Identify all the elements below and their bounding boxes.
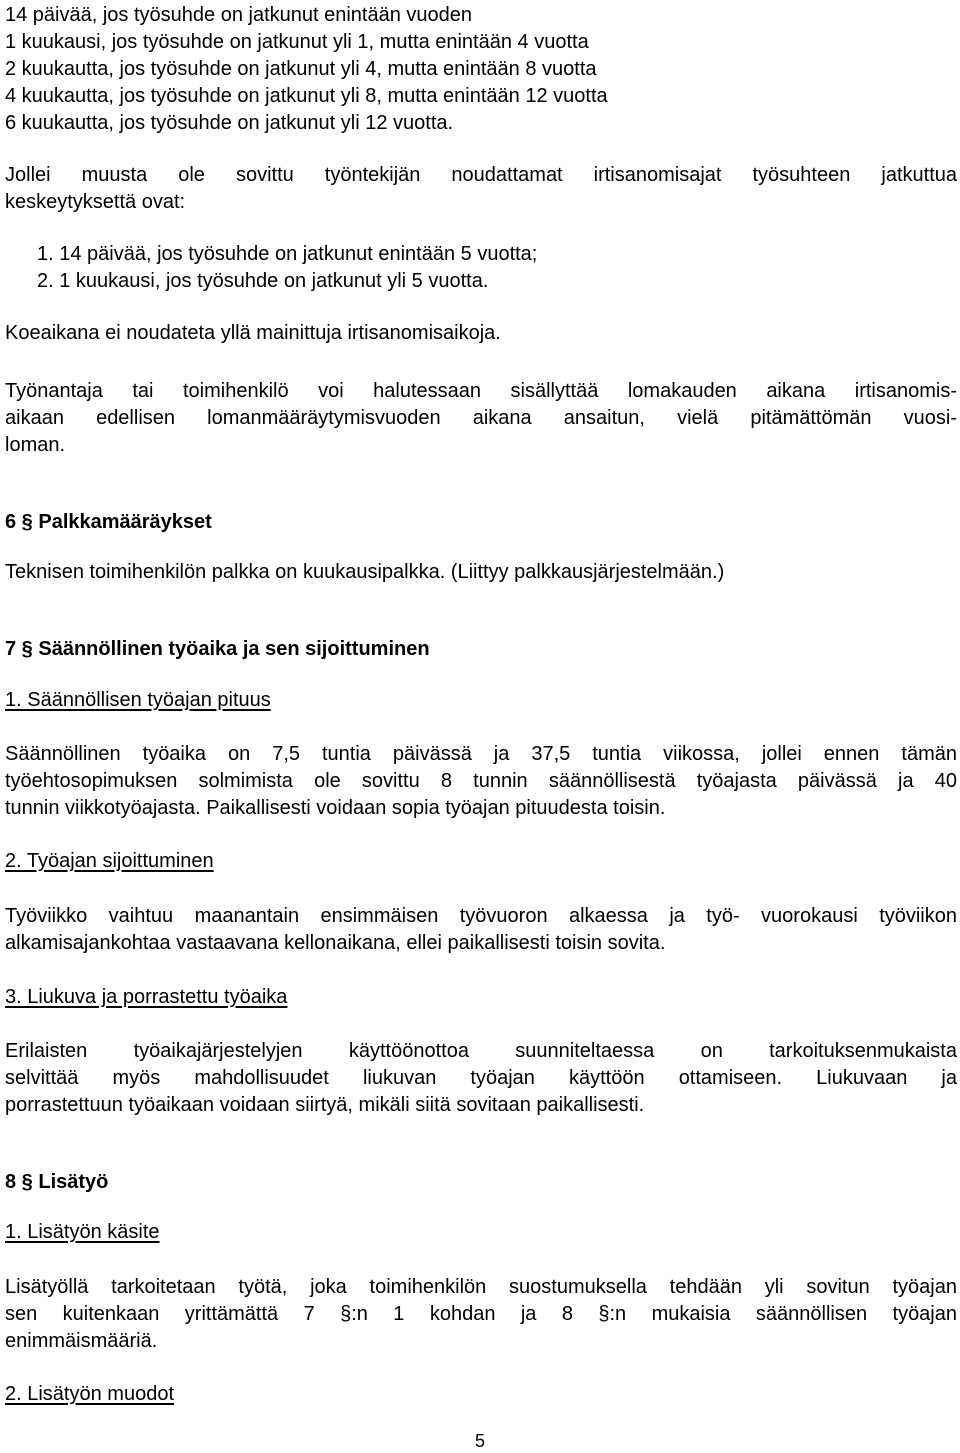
page-number: 5: [474, 1431, 485, 1451]
paragraph-line: Työnantaja tai toimihenkilö voi halutessaan sisällyttää lomakauden aikana irtisanomis-: [5, 380, 957, 402]
section-heading: 6 § Palkkamääräykset: [5, 511, 212, 533]
section-heading: 7 § Säännöllinen työaika ja sen sijoittuminen: [5, 638, 430, 660]
notice-period-line: 4 kuukautta, jos työsuhde on jatkunut yli 8, mutta enintään 12 vuotta: [5, 85, 608, 107]
paragraph-line: enimmäismääriä.: [5, 1330, 158, 1352]
paragraph-line: aikaan edellisen lomanmääräytymisvuoden aikana ansaitun, vielä pitämättömän vuosi-: [5, 407, 957, 429]
paragraph-line: Jollei muusta ole sovittu työntekijän noudattamat irtisanomisajat työsuhteen jatkuttua: [5, 164, 957, 186]
paragraph-line: Teknisen toimihenkilön palkka on kuukausipalkka. (Liittyy palkkausjärjestelmään.): [5, 561, 725, 583]
numbered-item: 1. 14 päivää, jos työsuhde on jatkunut enintään 5 vuotta;: [37, 243, 538, 265]
paragraph-line: sen kuitenkaan yrittämättä 7 §:n 1 kohdan ja 8 §:n mukaisia säännöllisen työajan: [5, 1303, 957, 1325]
subsection-title: 1. Säännöllisen työajan pituus: [5, 689, 271, 711]
paragraph-line: Säännöllinen työaika on 7,5 tuntia päivässä ja 37,5 tuntia viikossa, jollei ennen tämän: [5, 743, 957, 765]
paragraph-line: alkamisajankohtaa vastaavana kellonaikana, ellei paikallisesti toisin sovita.: [5, 932, 666, 954]
subsection-title: 1. Lisätyön käsite: [5, 1221, 160, 1243]
section-heading: 8 § Lisätyö: [5, 1171, 109, 1193]
paragraph-line: Lisätyöllä tarkoitetaan työtä, joka toimihenkilön suostumuksella tehdään yli sovitun työajan: [5, 1276, 957, 1298]
paragraph-line: Erilaisten työaikajärjestelyjen käyttöönottoa suunniteltaessa on tarkoituksenmukaista: [5, 1040, 957, 1062]
paragraph-line: tunnin viikkotyöajasta. Paikallisesti voidaan sopia työajan pituudesta toisin.: [5, 797, 666, 819]
paragraph-line: Koeaikana ei noudateta yllä mainittuja irtisanomisaikoja.: [5, 322, 501, 344]
subsection-title: 3. Liukuva ja porrastettu työaika: [5, 986, 288, 1008]
numbered-item: 2. 1 kuukausi, jos työsuhde on jatkunut yli 5 vuotta.: [37, 270, 489, 292]
paragraph-line: porrastettuun työaikaan voidaan siirtyä, mikäli siitä sovitaan paikallisesti.: [5, 1094, 645, 1116]
subsection-title: 2. Työajan sijoittuminen: [5, 850, 214, 872]
notice-period-line: 6 kuukautta, jos työsuhde on jatkunut yli 12 vuotta.: [5, 112, 454, 134]
paragraph-line: keskeytyksettä ovat:: [5, 191, 186, 213]
paragraph-line: selvittää myös mahdollisuudet liukuvan työajan käyttöön ottamiseen. Liukuvaan ja: [5, 1067, 957, 1089]
paragraph-line: Työviikko vaihtuu maanantain ensimmäisen työvuoron alkaessa ja työ- vuorokausi työviikon: [5, 905, 957, 927]
notice-period-line: 2 kuukautta, jos työsuhde on jatkunut yli 4, mutta enintään 8 vuotta: [5, 58, 597, 80]
notice-period-line: 14 päivää, jos työsuhde on jatkunut enintään vuoden: [5, 4, 473, 26]
paragraph-line: työehtosopimuksen solmimista ole sovittu 8 tunnin säännöllisestä työajasta päivässä ja 40: [5, 770, 957, 792]
paragraph-line: loman.: [5, 434, 66, 456]
notice-period-line: 1 kuukausi, jos työsuhde on jatkunut yli 1, mutta enintään 4 vuotta: [5, 31, 589, 53]
subsection-title: 2. Lisätyön muodot: [5, 1383, 174, 1405]
